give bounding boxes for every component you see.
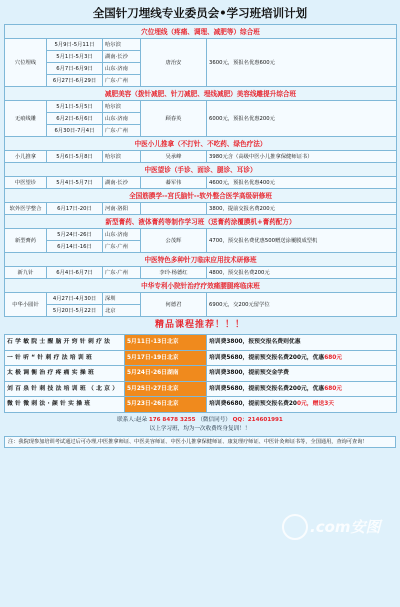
contact-wechat: （微信同号） [197,416,231,423]
featured-course-date: 5月17日-19日北京 [125,350,207,366]
course-date: 6月7日-6月9日 [47,63,103,75]
course-teacher: 綦军伟 [141,177,207,189]
featured-title: 精品课程推荐！！！ [154,320,245,330]
featured-course-date: 5月11日-13日北京 [125,335,207,351]
featured-table [4,334,397,413]
section-header-row [5,253,397,267]
course-category: 穴位埋线 [5,39,47,87]
course-category: 新九针 [5,267,47,279]
course-place: 湖南·长沙 [103,51,141,63]
section-header: 新型膏药、液体膏药等制作学习班（送膏药涂覆膜机+膏药配方） [5,215,397,229]
section-header-row [5,279,397,293]
course-place: 山东·济南 [103,113,141,125]
table-row [5,229,397,241]
schedule-body [5,25,397,317]
course-fee: 6000元，预报名优惠200元 [207,101,397,137]
contact-qq[interactable]: 214601991 [247,416,283,423]
featured-course-name: 石学敏院士醒脑开窍针刺疗法 [5,335,125,351]
featured-course-desc [207,350,397,366]
table-row [5,203,397,215]
contact-line [4,416,396,425]
featured-body [5,335,397,413]
featured-course-desc [207,335,397,351]
section-header-row [5,163,397,177]
contact-person: 联系人:赵朵 [117,416,148,423]
featured-course-name: 一针听“针刺疗法培训班 [5,350,125,366]
course-date: 6月30日-7月4日 [47,125,103,137]
course-date: 6月27日-6月29日 [47,75,103,87]
featured-course-date: 5月24日-26日湖南 [125,366,207,382]
course-place: 广东·广州 [103,125,141,137]
course-date: 5月1日-5月3日 [47,51,103,63]
featured-discount: 0元，赠送3天 [296,401,335,408]
course-place: 哈尔滨 [103,101,141,113]
featured-fee-text: 培训费3800，报预交报名费则优惠 [209,339,301,346]
course-date: 6月17日-20日 [47,203,103,215]
featured-fee-text: 培训费5680，提前预交报名费200元，优惠 [209,354,325,361]
contact-info [4,416,396,434]
featured-discount: 680元 [324,354,343,361]
page-title: 全国针刀埋线专业委员会•学习班培训计划 [92,6,308,20]
featured-course-desc [207,366,397,382]
table-row [5,39,397,51]
section-header-row [5,25,397,39]
featured-fee-text: 培训费6680，提前预交报名费20 [209,401,297,408]
course-fee: 3800，提前交报名费200元 [207,203,397,215]
course-place: 山东·济南 [103,229,141,241]
course-teacher: 吴承峰 [141,151,207,163]
watermark-logo-icon [282,514,308,540]
section-header: 中华专利小院针治疗疗效痛腰腿疼临床班 [5,279,397,293]
course-date: 5月6日-5月8日 [47,151,103,163]
course-date: 5月20日-5月22日 [47,305,103,317]
featured-row [5,335,397,351]
featured-course-date: 5月25日-27日北京 [125,381,207,397]
course-place: 北京 [103,305,141,317]
section-header-row [5,189,397,203]
course-place: 哈尔滨 [103,151,141,163]
featured-course-desc [207,397,397,413]
course-date: 5月9日-5月11日 [47,39,103,51]
featured-row [5,381,397,397]
course-place: 山东·济南 [103,63,141,75]
featured-course-desc [207,381,397,397]
course-fee: 3600元，预报名优惠600元 [207,39,397,87]
contact-line-2: 以上学习班，均为一次收费终身复训！！ [149,425,251,432]
featured-fee-text: 培训费5680，提前预交报名费200元，优惠 [209,385,325,392]
watermark-text: .com安图 [310,518,381,536]
table-row [5,293,397,305]
course-date: 5月24日-26日 [47,229,103,241]
watermark [282,512,382,538]
course-fee: 4800，预交报名费200元 [207,267,397,279]
course-place: 广东·广州 [103,267,141,279]
course-teacher: 顾春英 [141,101,207,137]
course-category: 软外医学整合 [5,203,47,215]
featured-course-name: 微针微刺法·颜针实操班 [5,397,125,413]
course-place: 湖南·长沙 [103,177,141,189]
table-row [5,151,397,163]
course-place: 深圳 [103,293,141,305]
contact-qq-label: QQ： [232,416,248,423]
course-category: 小儿推拿 [5,151,47,163]
section-header-row [5,215,397,229]
course-fee: 3980元含（高级中医小儿推拿保健师证书） [207,151,397,163]
table-row [5,177,397,189]
course-date: 5月1日-5月5日 [47,101,103,113]
schedule-table [4,24,397,317]
course-place: 广东·广州 [103,241,141,253]
featured-course-name: 刘百泉针刺技法培训班（北京） [5,381,125,397]
course-category: 无痕线雕 [5,101,47,137]
table-row [5,267,397,279]
course-date: 4月27日-4月30日 [47,293,103,305]
section-header: 中医小儿推拿（不打针、不吃药、绿色疗法） [5,137,397,151]
section-header-row [5,137,397,151]
section-header: 中医特色多种针刀临床应用技术研修班 [5,253,397,267]
course-teacher: 公茂辉 [141,229,207,253]
section-header-row [5,87,397,101]
course-place: 哈尔滨 [103,39,141,51]
course-teacher [141,203,207,215]
featured-discount: 680元 [324,385,343,392]
featured-fee-text: 培训费3800，提前预交金学费 [209,370,289,377]
course-fee: 4600元，预报名优惠400元 [207,177,397,189]
featured-row [5,397,397,413]
course-date: 6月2日-6月6日 [47,113,103,125]
section-header: 穴位埋线（疼痛、调理、减肥等）综合班 [5,25,397,39]
course-category: 中医望诊 [5,177,47,189]
certificate-note: 注：我院现参加培训考试通过后可办理,中医推拿师证、中医美容师证、中医小儿推拿保健师证、康复理疗师证、中医针灸师证书等，全国通用，查询可查询！ [4,436,396,448]
course-place: 河南·洛阳 [103,203,141,215]
featured-course-date: 5月23日-26日北京 [125,397,207,413]
contact-phone[interactable]: 176 8478 3255 [148,416,196,423]
featured-row [5,366,397,382]
section-header: 全国筋膜学--宫氏脑针--软外整合医学高级研修班 [5,189,397,203]
section-header: 中医望诊（手诊、面诊、腿诊、耳诊） [5,163,397,177]
course-category: 新型膏药 [5,229,47,253]
course-date: 5月4日-5月7日 [47,177,103,189]
course-teacher: 李玲·杨德红 [141,267,207,279]
course-fee: 4700，预交报名费优惠500赠送涂覆膜成型机 [207,229,397,253]
course-teacher: 何德君 [141,293,207,317]
course-place: 广东·广州 [103,75,141,87]
course-fee: 6900元，交200元留学位 [207,293,397,317]
course-date: 6月4日-6月7日 [47,267,103,279]
course-category: 中华小圆针 [5,293,47,317]
featured-row [5,350,397,366]
section-header: 减肥美容（拨针减肥、针刀减肥、埋线减肥）美容线雕提升综合班 [5,87,397,101]
course-teacher: 唐治安 [141,39,207,87]
table-row [5,101,397,113]
featured-course-name: 太极调衡治疗疼痛实操班 [5,366,125,382]
course-date: 6月14日-16日 [47,241,103,253]
